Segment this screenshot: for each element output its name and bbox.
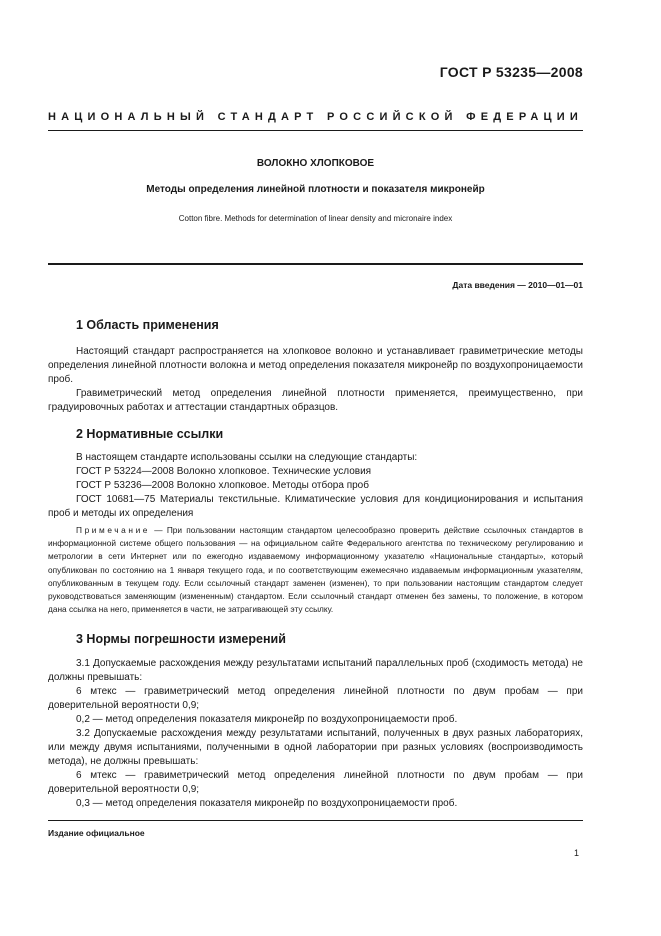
edition-label: Издание официальное [48,828,145,838]
section-3-paragraph-3-text: 0,2 — метод определения показателя микронейр по воздухопроницаемости проб. [76,714,458,725]
section-3-paragraph-2-text: 6 мтекс — гравиметрический метод определения линейной плотности по двум пробам — при доверительной вероятности 0,9; [48,686,583,712]
header-divider [48,130,583,131]
national-standard-banner: НАЦИОНАЛЬНЫЙ СТАНДАРТ РОССИЙСКОЙ ФЕДЕРАЦИИ [48,111,583,123]
note-block [48,524,583,616]
reference-item-1-text: ГОСТ Р 53224—2008 Волокно хлопковое. Технические условия [76,466,372,477]
section-1-paragraph-2 [48,387,583,415]
section-3-paragraph-6-text: 0,3 — метод определения показателя микронейр по воздухопроницаемости проб. [76,798,458,809]
reference-item-3-text: ГОСТ 10681—75 Материалы текстильные. Климатические условия для кондиционирования и испытания проб и методы их определения [48,494,583,520]
section-1-paragraph-1-text: Настоящий стандарт распространяется на хлопковое волокно и устанавливает гравиметрические методы определения линейной плотности волокна и метод определения показателя микронейр по воздухопроницаемости проб. [48,346,583,386]
note-text: — При пользовании настоящим стандартом целесообразно проверить действие ссылочных стандартов в информационной системе общего пользования — на официальном сайте Федерального агентства по техническому регулированию и метрологии в сети Интернет или по ежегодно издаваемому информационному указателю «Национальные стандарты», который опубликован по состоянию на 1 января текущего года, и по соответствующим ежемесячно издаваемым информационным указателям, опубликованным в текущем году. Если ссылочный стандарт заменен (изменен), то при пользовании настоящим стандартом следует руководствоваться заменяющим (измененным) стандартом. Если ссылочный стандарт отменен без замены, то положение, в котором дана ссылка на него, применяется в части, не затрагивающей эту ссылку. [48,525,583,615]
section-1-paragraph-2-text: Гравиметрический метод определения линейной плотности применяется, преимущественно, при градуировочных работах и аттестации стандартных образцов. [48,388,583,414]
reference-item-2 [48,479,583,493]
section-1-heading: 1 Область применения [76,318,219,332]
section-3-paragraph-5-text: 6 мтекс — гравиметрический метод определения линейной плотности по двум пробам — при доверительной вероятности 0,9; [48,770,583,796]
intro-date: Дата введения — 2010—01—01 [452,280,583,290]
document-subtitle: Методы определения линейной плотности и показателя микронейр [146,184,485,195]
reference-item-2-text: ГОСТ Р 53236—2008 Волокно хлопковое. Методы отбора проб [76,480,369,491]
page-number: 1 [573,848,579,858]
section-3-paragraph-6 [48,797,583,811]
section-3-paragraph-3 [48,713,583,727]
note-label: Примечание [76,525,151,535]
section-2-intro [48,451,583,465]
footer-divider [48,820,583,821]
document-title: ВОЛОКНО ХЛОПКОВОЕ [256,158,375,169]
section-2-intro-text: В настоящем стандарте использованы ссылки на следующие стандарты: [76,452,418,463]
section-3-paragraph-1-text: 3.1 Допускаемые расхождения между результатами испытаний параллельных проб (сходимость метода) не должны превышать: [48,658,583,684]
section-2-heading: 2 Нормативные ссылки [76,427,224,441]
section-3-paragraph-5 [48,769,583,797]
section-1-paragraph-1 [48,345,583,388]
document-code: ГОСТ Р 53235—2008 [439,64,583,80]
reference-item-1 [48,465,583,479]
section-3-paragraph-2 [48,685,583,713]
reference-item-3 [48,493,583,521]
section-3-paragraph-1 [48,657,583,685]
title-divider [48,263,583,265]
section-3-paragraph-4 [48,727,583,770]
english-title: Cotton fibre. Methods for determination of linear density and micronaire index [178,214,453,223]
section-3-paragraph-4-text: 3.2 Допускаемые расхождения между результатами испытаний, полученных в двух разных лабораториях, или между двумя испытаниями, полученными в одной лаборатории при разных условиях (воспроизводимость метода), не должны превышать: [48,728,583,768]
section-3-heading: 3 Нормы погрешности измерений [76,632,286,646]
